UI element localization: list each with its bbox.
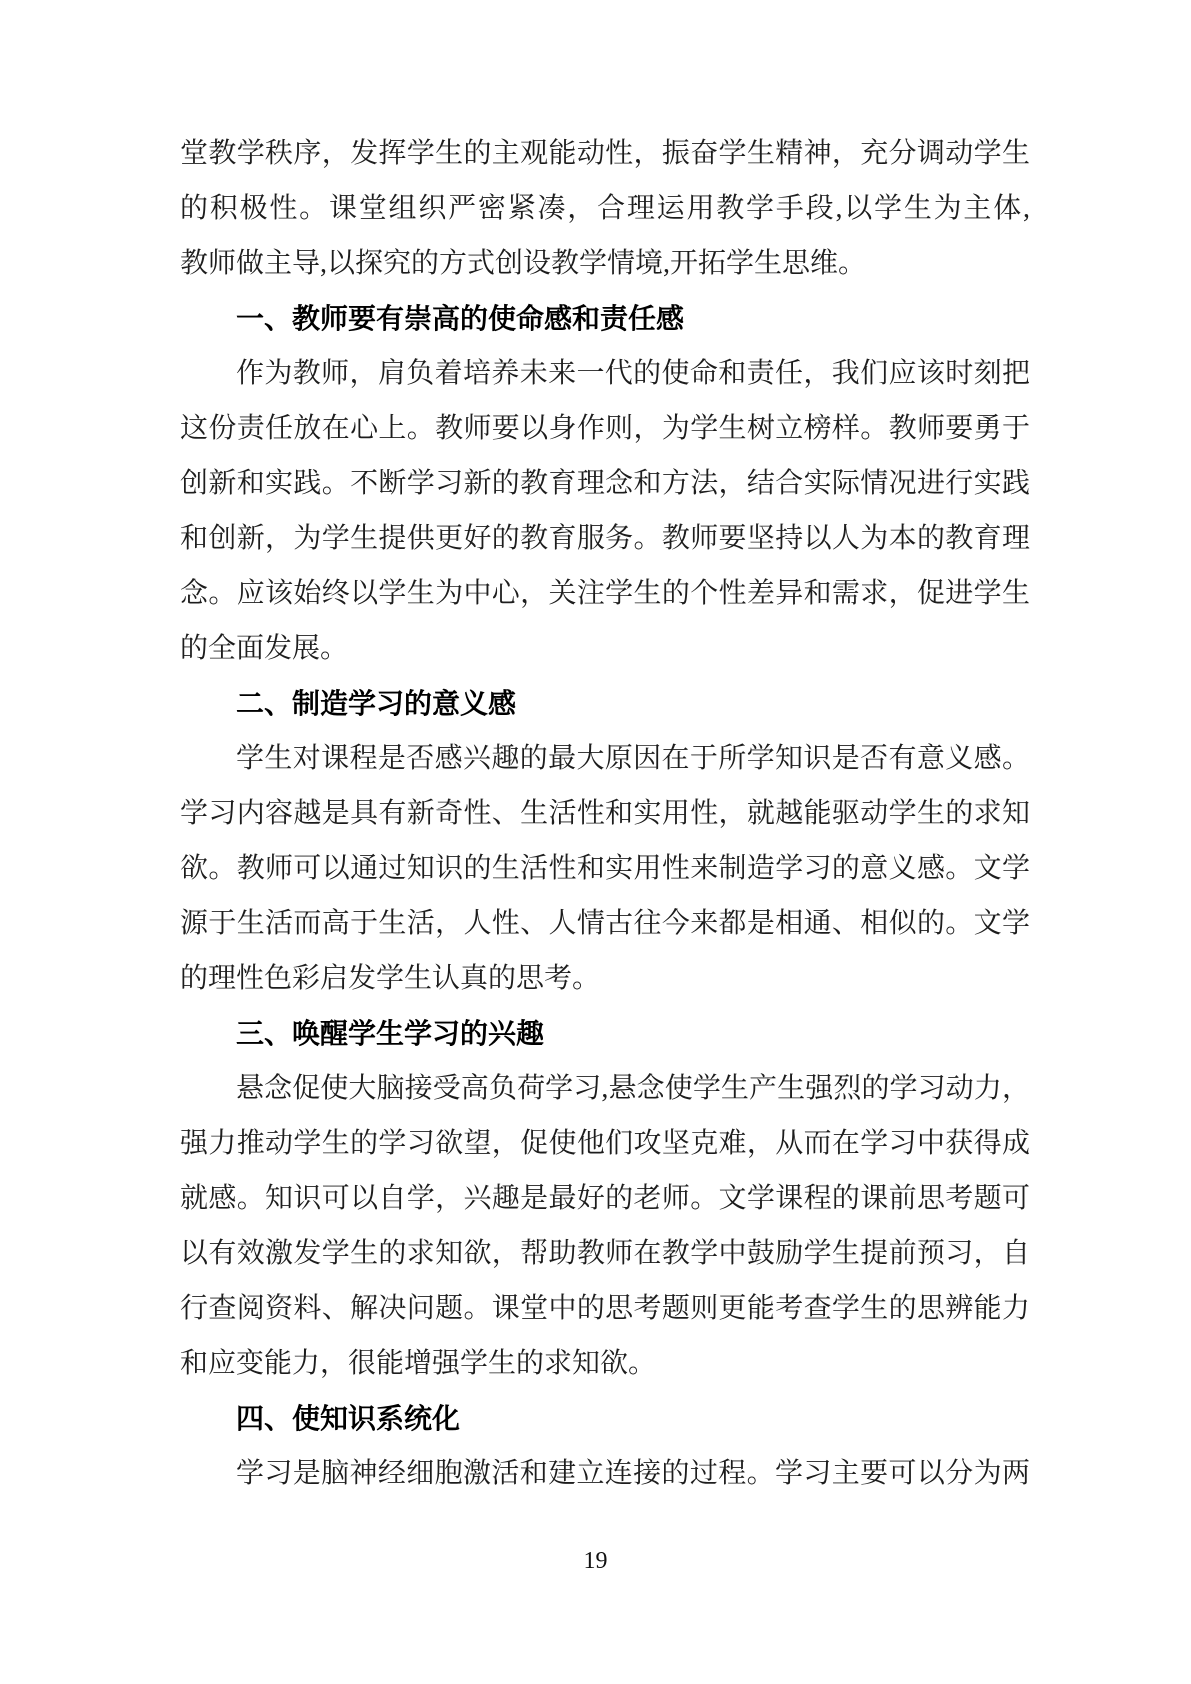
text-line: 和创新，为学生提供更好的教育服务。教师要坚持以人为本的教育理 xyxy=(180,523,1030,554)
section-heading: 二、制造学习的意义感 xyxy=(236,688,517,719)
text-line: 悬念促使大脑接受高负荷学习,悬念使学生产生强烈的学习动力， xyxy=(236,1073,1030,1104)
text-line: 的积极性。课堂组织严密紧凑，合理运用教学手段,以学生为主体, xyxy=(180,193,1030,224)
document-body xyxy=(180,126,1030,1501)
text-line: 强力推动学生的学习欲望，促使他们攻坚克难，从而在学习中获得成 xyxy=(180,1128,1030,1159)
text-line: 的全面发展。 xyxy=(180,633,349,664)
text-line: 堂教学秩序，发挥学生的主观能动性，振奋学生精神，充分调动学生 xyxy=(180,138,1030,169)
section-heading: 三、唤醒学生学习的兴趣 xyxy=(236,1018,545,1049)
section-heading: 四、使知识系统化 xyxy=(236,1403,461,1434)
text-line: 和应变能力，很能增强学生的求知欲。 xyxy=(180,1348,657,1379)
text-line: 学习是脑神经细胞激活和建立连接的过程。学习主要可以分为两 xyxy=(236,1458,1030,1489)
text-line: 念。应该始终以学生为中心，关注学生的个性差异和需求，促进学生 xyxy=(180,578,1030,609)
text-line: 行查阅资料、解决问题。课堂中的思考题则更能考查学生的思辨能力 xyxy=(180,1293,1030,1324)
text-line: 这份责任放在心上。教师要以身作则，为学生树立榜样。教师要勇于 xyxy=(180,413,1030,444)
text-line: 作为教师，肩负着培养未来一代的使命和责任，我们应该时刻把 xyxy=(236,358,1030,389)
text-line: 以有效激发学生的求知欲，帮助教师在教学中鼓励学生提前预习，自 xyxy=(180,1238,1030,1269)
section-heading: 一、教师要有崇高的使命感和责任感 xyxy=(236,303,685,334)
text-line: 源于生活而高于生活，人性、人情古往今来都是相通、相似的。文学 xyxy=(180,908,1030,939)
text-line: 学习内容越是具有新奇性、生活性和实用性，就越能驱动学生的求知 xyxy=(180,798,1030,829)
text-line: 就感。知识可以自学，兴趣是最好的老师。文学课程的课前思考题可 xyxy=(180,1183,1030,1214)
text-line: 学生对课程是否感兴趣的最大原因在于所学知识是否有意义感。 xyxy=(236,743,1030,774)
text-line: 欲。教师可以通过知识的生活性和实用性来制造学习的意义感。文学 xyxy=(180,853,1030,884)
page-number: 19 xyxy=(583,1548,608,1574)
text-line: 创新和实践。不断学习新的教育理念和方法，结合实际情况进行实践 xyxy=(180,468,1030,499)
text-line: 的理性色彩启发学生认真的思考。 xyxy=(180,963,601,994)
text-line: 教师做主导,以探究的方式创设教学情境,开拓学生思维。 xyxy=(180,248,867,279)
